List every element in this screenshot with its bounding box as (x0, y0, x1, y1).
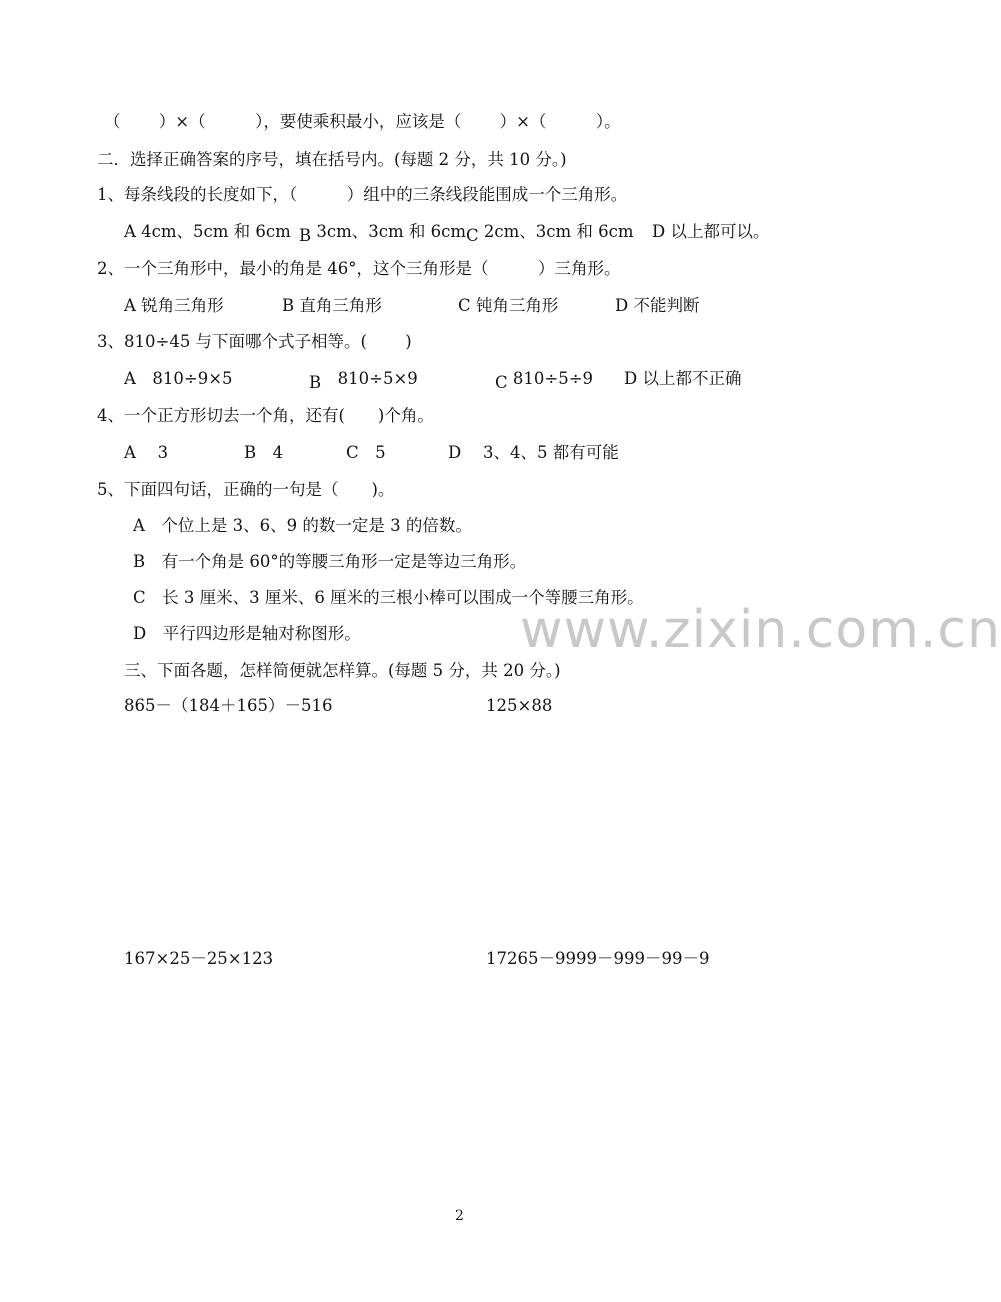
q2-option-c: C 钝角三角形 (458, 296, 559, 315)
watermark: www.zixin.com.cn (520, 600, 1001, 660)
q4-option-a: A 3 (124, 443, 169, 462)
q3-option-b-letter: B (309, 373, 322, 392)
question-5: 5、下面四句话，正确的一句是（ )。 (97, 480, 395, 499)
q5-option-c: C 长 3 厘米、3 厘米、6 厘米的三根小棒可以围成一个等腰三角形。 (133, 588, 644, 607)
q2-option-b: B 直角三角形 (282, 296, 382, 315)
q1-option-c-letter: C (466, 226, 479, 245)
q1-option-b (299, 221, 466, 243)
question-2: 2、一个三角形中，最小的角是 46°，这个三角形是（ ）三角形。 (97, 259, 621, 278)
q1-option-b-letter: B (299, 226, 312, 245)
calc-4: 17265－9999－999－99－9 (486, 949, 710, 968)
calc-1: 865－（184＋165）－516 (124, 696, 333, 715)
q1-option-d: D 以上都可以。 (652, 222, 770, 241)
line-blanks: （ ）×（ ），要使乘积最小，应该是（ ）×（ ）。 (104, 112, 621, 131)
q1-option-a: A 4cm、5cm 和 6cm (124, 222, 291, 241)
section-3-title: 三、下面各题，怎样简便就怎样算。(每题 5 分，共 20 分。) (124, 661, 561, 680)
q3-option-b-text: 810÷5×9 (337, 369, 418, 388)
question-4: 4、一个正方形切去一个角，还有( )个角。 (97, 406, 434, 425)
q1-option-c (466, 221, 634, 243)
q1-option-c-text: 2cm、3cm 和 6cm (483, 222, 634, 241)
question-1: 1、每条线段的长度如下，（ ）组中的三条线段能围成一个三角形。 (97, 185, 628, 204)
q4-option-d: D 3、4、5 都有可能 (448, 443, 619, 462)
q3-option-c-letter: C (495, 373, 508, 392)
q5-option-d: D 平行四边形是轴对称图形。 (133, 624, 361, 643)
question-3: 3、810÷45 与下面哪个式子相等。( ) (97, 332, 412, 351)
q3-option-a: A 810÷9×5 (124, 369, 233, 388)
q3-option-b (309, 368, 418, 390)
q4-option-c: C 5 (346, 443, 386, 462)
q3-option-c-text: 810÷5÷9 (512, 369, 594, 388)
q5-option-b: B 有一个角是 60°的等腰三角形一定是等边三角形。 (133, 552, 527, 571)
page-number: 2 (455, 1208, 464, 1224)
q3-option-d: D 以上都不正确 (624, 369, 742, 388)
calc-2: 125×88 (486, 696, 553, 715)
q5-option-a: A 个位上是 3、6、9 的数一定是 3 的倍数。 (133, 516, 472, 535)
q2-option-a: A 锐角三角形 (124, 296, 224, 315)
q2-option-d: D 不能判断 (615, 296, 700, 315)
q4-option-b: B 4 (244, 443, 284, 462)
q1-option-b-text: 3cm、3cm 和 6cm (316, 222, 467, 241)
calc-3: 167×25－25×123 (124, 949, 274, 968)
q3-option-c (495, 368, 593, 390)
section-2-title: 二．选择正确答案的序号，填在括号内。(每题 2 分，共 10 分。) (97, 150, 567, 169)
